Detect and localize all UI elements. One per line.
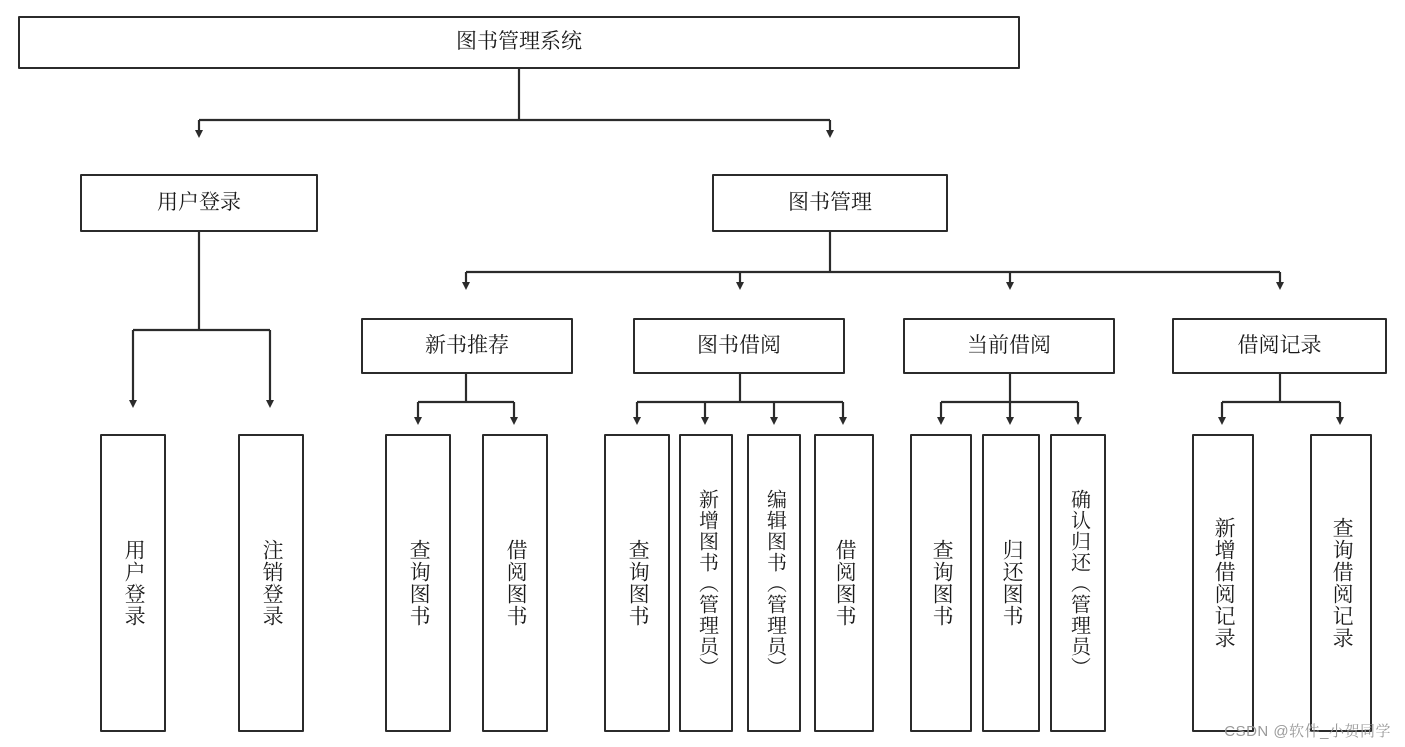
leaf-records-query-record: 查询借阅记录	[1310, 434, 1372, 732]
leaf-borrow-query-book: 查询图书	[604, 434, 670, 732]
leaf-borrow-edit-book: 编辑图书（管理员）	[747, 434, 801, 732]
node-book-management: 图书管理	[712, 174, 948, 232]
node-book-borrow: 图书借阅	[633, 318, 845, 374]
leaf-borrow-add-book: 新增图书（管理员）	[679, 434, 733, 732]
watermark-text: CSDN @软件_小贺同学	[1224, 723, 1391, 740]
leaf-current-return-book: 归还图书	[982, 434, 1040, 732]
node-borrow-records: 借阅记录	[1172, 318, 1387, 374]
leaf-login-user-login: 用户登录	[100, 434, 166, 732]
leaf-login-logout: 注销登录	[238, 434, 304, 732]
leaf-borrow-borrow-book: 借阅图书	[814, 434, 874, 732]
leaf-current-query-book: 查询图书	[910, 434, 972, 732]
leaf-records-add-record: 新增借阅记录	[1192, 434, 1254, 732]
node-root: 图书管理系统	[18, 16, 1020, 69]
leaf-newbook-query-book: 查询图书	[385, 434, 451, 732]
node-user-login: 用户登录	[80, 174, 318, 232]
node-new-book-recommend: 新书推荐	[361, 318, 573, 374]
leaf-current-confirm-return: 确认归还（管理员）	[1050, 434, 1106, 732]
leaf-newbook-borrow-book: 借阅图书	[482, 434, 548, 732]
node-current-borrow: 当前借阅	[903, 318, 1115, 374]
